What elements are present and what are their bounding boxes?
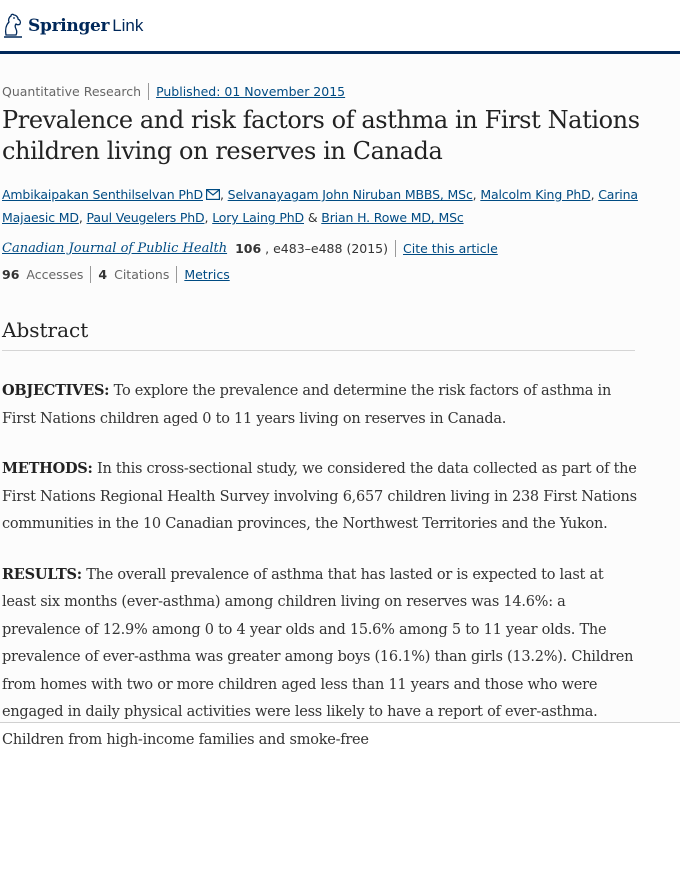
- meta-divider: [395, 240, 396, 257]
- author-link[interactable]: Paul Veugelers PhD: [86, 210, 205, 225]
- journal-pages: , e483–e488 (2015): [265, 241, 389, 256]
- article-meta: [2, 83, 345, 100]
- citations-count: 4: [98, 267, 108, 282]
- brand-link: Link: [112, 16, 144, 35]
- article-type: Quantitative Research: [2, 84, 142, 99]
- author-separator: ,: [472, 187, 481, 202]
- meta-divider: [148, 83, 149, 100]
- author-link[interactable]: Malcolm King PhD: [480, 187, 591, 202]
- author-link[interactable]: Ambikaipakan Senthilselvan PhD: [2, 187, 203, 202]
- abstract-heading: Abstract: [2, 318, 635, 351]
- springer-horse-icon: [2, 13, 24, 39]
- article-title: Prevalence and risk factors of asthma in First Nations children living on reserves in Canada: [2, 106, 640, 165]
- cite-article-link[interactable]: Cite this article: [403, 241, 498, 256]
- author-link[interactable]: Brian H. Rowe MD, MSc: [321, 210, 464, 225]
- published-date-link[interactable]: Published: 01 November 2015: [156, 84, 346, 99]
- section-label: OBJECTIVES:: [2, 382, 110, 399]
- abstract-section-objectives: [2, 377, 638, 433]
- section-label: RESULTS:: [2, 565, 82, 583]
- article-main: [0, 54, 680, 748]
- mail-icon[interactable]: [206, 189, 220, 200]
- section-text: To explore the prevalence and determine the risk factors of asthma in First Nations children aged 0 to 11 years living on reserves in Canada.: [2, 383, 612, 427]
- author-link[interactable]: Lory Laing PhD: [212, 210, 305, 225]
- section-label: METHODS:: [2, 460, 93, 477]
- section-text: In this cross-sectional study, we considered the data collected as part of the First Nations Regional Health Survey involving 6,657 children living in 238 First Nations communities in the 10 Canadian provinces, the Northwest Territories and the Yukon.: [2, 461, 637, 532]
- journal-link[interactable]: Canadian Journal of Public Health: [2, 241, 228, 256]
- accesses-label: Accesses: [26, 267, 84, 282]
- author-separator: ,: [220, 187, 228, 202]
- citations-label: Citations: [114, 267, 170, 282]
- author-list: [2, 183, 662, 229]
- article-metrics: [2, 266, 230, 283]
- abstract-body: [2, 377, 638, 776]
- metrics-link[interactable]: Metrics: [184, 267, 230, 282]
- author-separator: ,: [204, 210, 213, 225]
- journal-volume: 106: [235, 241, 262, 256]
- brand-springer: Springer: [28, 16, 110, 36]
- abstract-section-methods: [2, 455, 638, 539]
- site-header: [0, 0, 680, 54]
- author-and: &: [304, 210, 322, 225]
- abstract-section-results: [2, 561, 638, 755]
- section-text: The overall prevalence of asthma that has lasted or is expected to last at least six months (ever-asthma) among children living on reserves was 14.6%: a prevalence of 12.9% among 0 to 4 year olds and 15.6% among 5 to 11 year olds. The prevalence of ever-asthma was greater among boys (16.1%) than girls (13.2%). Children from homes with two or more children aged less than 11 years and those who were engaged in daily physical activities were less likely to have a report of ever-asthma. Children from high-income families and smoke-free: [2, 566, 634, 748]
- accesses-count: 96: [2, 267, 20, 282]
- author-link[interactable]: Selvanayagam John Niruban MBBS, MSc: [227, 187, 473, 202]
- meta-divider: [90, 266, 91, 283]
- author-separator: ,: [590, 187, 599, 202]
- author-link[interactable]: Carina Majaesic MD: [2, 187, 638, 225]
- author-separator: ,: [78, 210, 87, 225]
- meta-divider: [176, 266, 177, 283]
- springer-link-logo[interactable]: [2, 12, 143, 40]
- journal-citation: [2, 240, 498, 257]
